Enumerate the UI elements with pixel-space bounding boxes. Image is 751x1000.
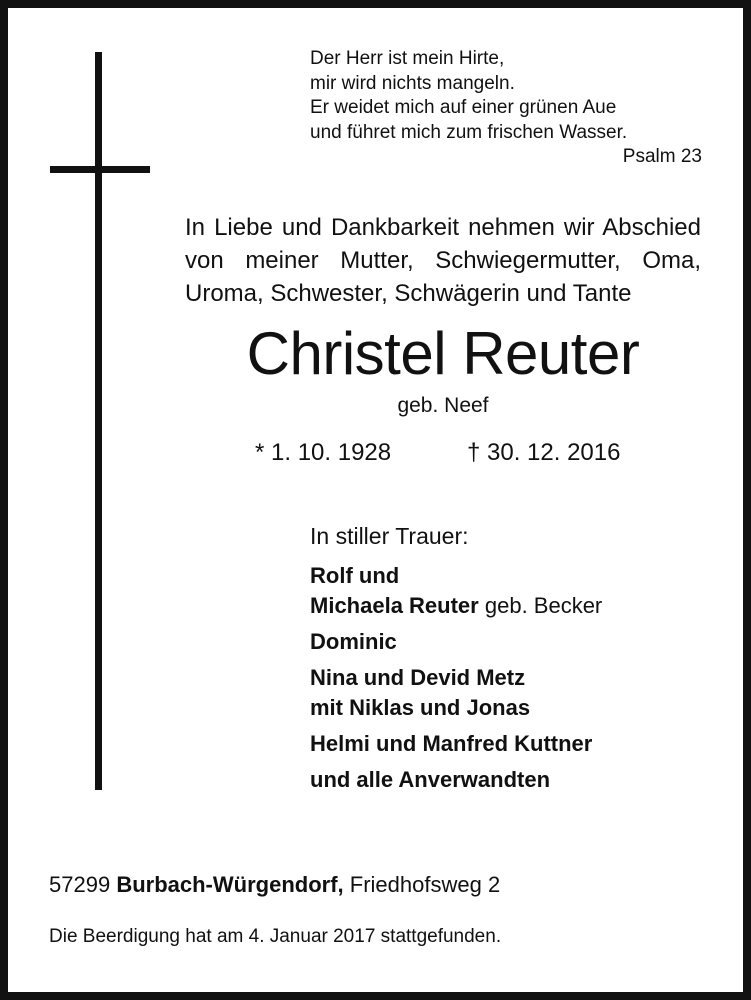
farewell-line: von meiner Mutter, Schwiegermutter, Oma, — [185, 247, 701, 274]
farewell-line: Uroma, Schwester, Schwägerin und Tante — [185, 280, 632, 307]
mourner-line: Helmi und Manfred Kuttner — [310, 731, 593, 756]
mourner-line: mit Niklas und Jonas — [310, 695, 531, 720]
cross-horizontal-bar — [50, 166, 150, 173]
mourner-name: Michaela Reuter — [310, 593, 479, 618]
address-line — [49, 870, 500, 900]
postal-code: 57299 — [49, 872, 111, 897]
mourner-line: Rolf und — [310, 563, 400, 588]
mourner-line: Dominic — [310, 629, 397, 654]
city: Burbach-Würgendorf, — [116, 872, 344, 897]
mourner-maiden-name: geb. Becker — [484, 593, 603, 618]
deceased-name: Christel Reuter — [246, 320, 640, 387]
mourner-line: und alle Anverwandten — [310, 767, 551, 792]
funeral-note: Die Beerdigung hat am 4. Januar 2017 stattgefunden. — [49, 926, 502, 947]
deceased-maiden-name: geb. Neef — [397, 394, 489, 417]
psalm-line: Der Herr ist mein Hirte, — [310, 48, 505, 69]
street: Friedhofsweg 2 — [349, 872, 501, 897]
mourning-label: In stiller Trauer: — [310, 523, 469, 549]
psalm-line: und führet mich zum frischen Wasser. — [310, 121, 628, 143]
psalm-quote — [310, 47, 702, 170]
farewell-text — [185, 211, 701, 310]
psalm-line: mir wird nichts mangeln. — [310, 72, 515, 94]
death-date: † 30. 12. 2016 — [467, 439, 621, 466]
mourner-line — [310, 591, 710, 621]
birth-date: * 1. 10. 1928 — [255, 439, 392, 466]
psalm-reference: Psalm 23 — [622, 146, 702, 167]
psalm-line: Er weidet mich auf einer grünen Aue — [310, 97, 617, 118]
mourner-line: Nina und Devid Metz — [310, 665, 526, 690]
farewell-line: In Liebe und Dankbarkeit nehmen wir Abschied — [185, 214, 701, 241]
mourners-list — [310, 561, 710, 795]
cross-vertical-bar — [95, 52, 102, 790]
